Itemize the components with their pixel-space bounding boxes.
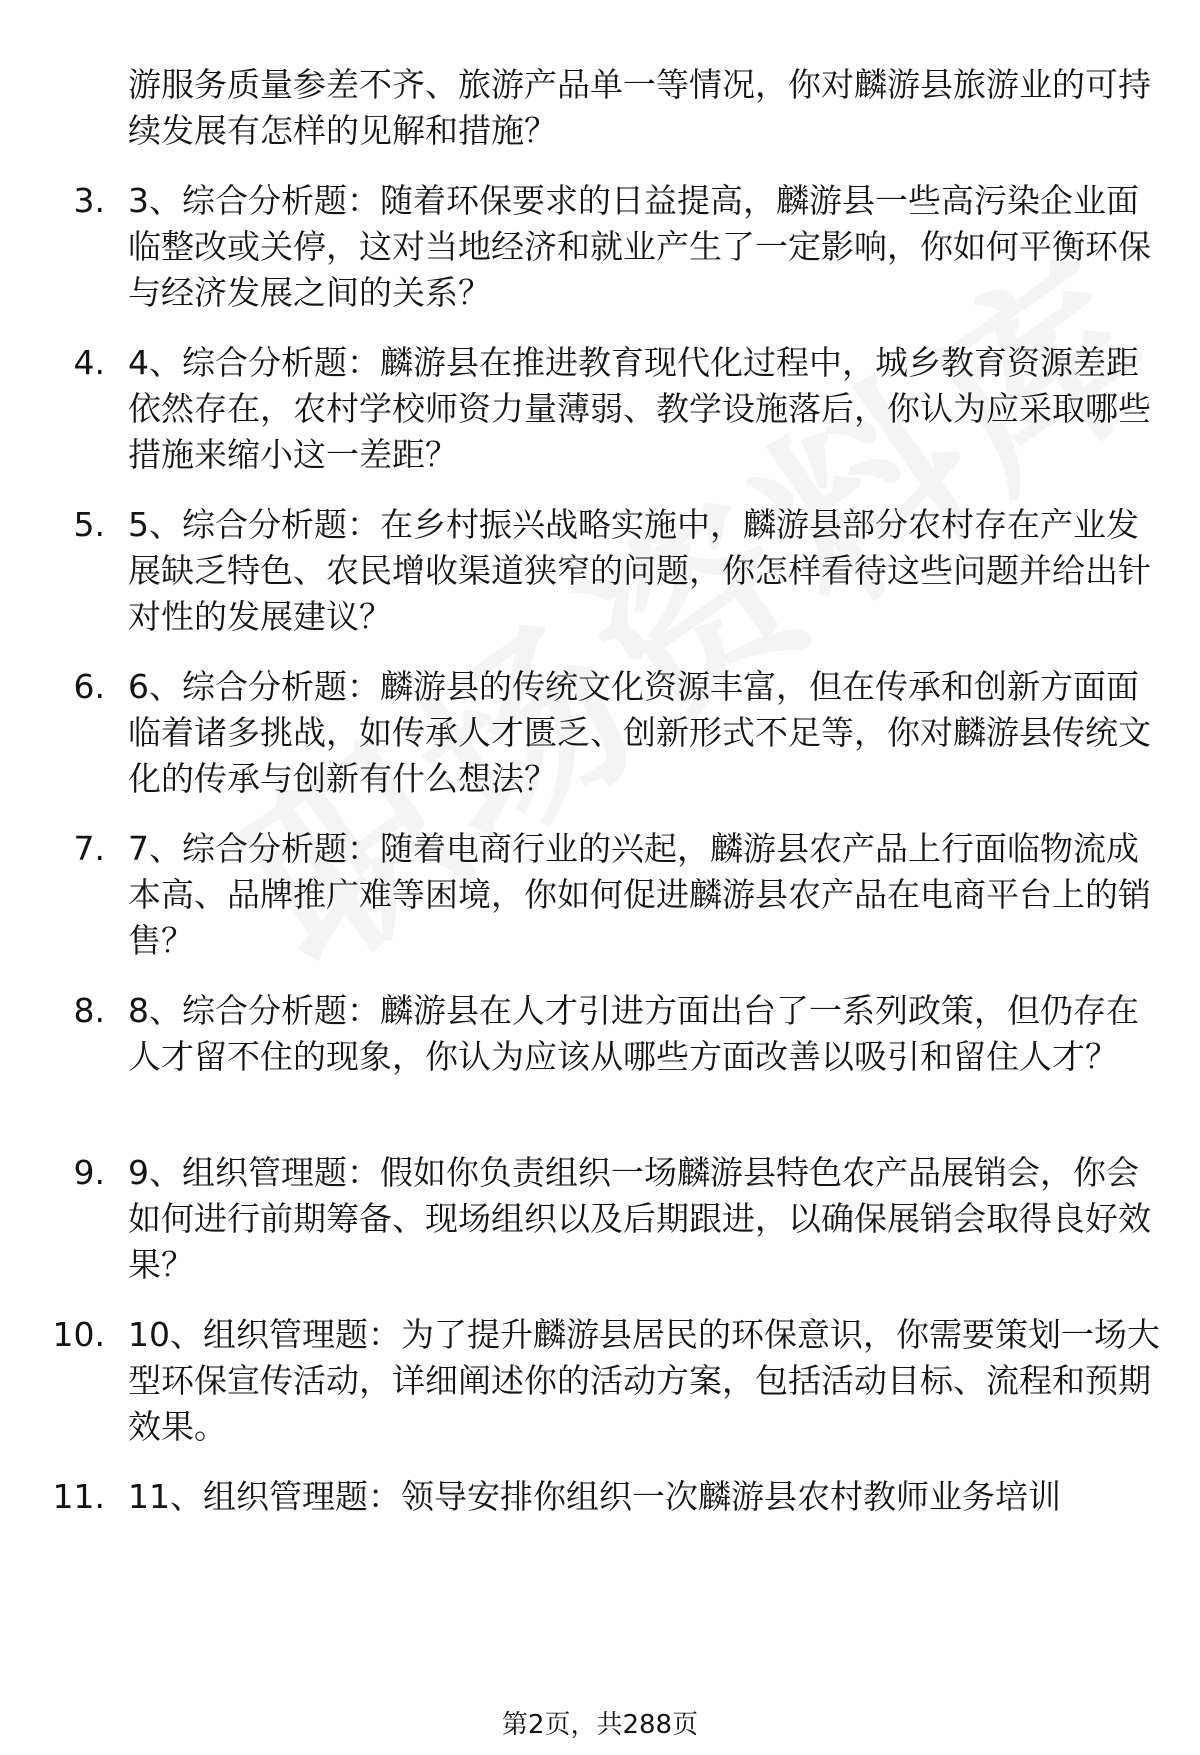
list-item-number: 7. <box>73 829 105 868</box>
list-item-number: 11. <box>52 1477 105 1516</box>
list-item-number: 8. <box>73 991 105 1030</box>
list-item-number: 4. <box>73 343 105 382</box>
list-item-text: 5、综合分析题：在乡村振兴战略实施中，麟游县部分农村存在产业发展缺乏特色、农民增收渠道狭窄的问题，你怎样看待这些问题并给出针对性的发展建议？ <box>128 505 1151 636</box>
list-item-number: 10. <box>52 1315 105 1354</box>
list-item-text: 6、综合分析题：麟游县的传统文化资源丰富，但在传承和创新方面面临着诸多挑战，如传承人才匮乏、创新形式不足等，你对麟游县传统文化的传承与创新有什么想法？ <box>128 667 1151 798</box>
list-item-text: 9、组织管理题：假如你负责组织一场麟游县特色农产品展销会，你会如何进行前期筹备、现场组织以及后期跟进，以确保展销会取得良好效果？ <box>128 1153 1151 1284</box>
list-item-number: 6. <box>73 667 105 706</box>
list-item-number: 5. <box>73 505 105 544</box>
list-item-text: 7、综合分析题：随着电商行业的兴起，麟游县农产品上行面临物流成本高、品牌推广难等困境，你如何促进麟游县农产品在电商平台上的销售？ <box>128 829 1151 960</box>
list-item-text: 10、组织管理题：为了提升麟游县居民的环保意识，你需要策划一场大型环保宣传活动，详细阐述你的活动方案，包括活动目标、流程和预期效果。 <box>128 1315 1160 1446</box>
list-item-text: 4、综合分析题：麟游县在推进教育现代化过程中，城乡教育资源差距依然存在，农村学校师资力量薄弱、教学设施落后，你认为应采取哪些措施来缩小这一差距？ <box>128 343 1151 474</box>
list-item-text: 11、组织管理题：领导安排你组织一次麟游县农村教师业务培训 <box>128 1477 1061 1516</box>
page-footer: 第2页，共288页 <box>501 1710 699 1740</box>
list-item-text: 3、综合分析题：随着环保要求的日益提高，麟游县一些高污染企业面临整改或关停，这对当地经济和就业产生了一定影响，你如何平衡环保与经济发展之间的关系？ <box>128 181 1151 312</box>
intro-fragment: 游服务质量参差不齐、旅游产品单一等情况，你对麟游县旅游业的可持续发展有怎样的见解和措施？ <box>128 65 1151 150</box>
list-item-number: 9. <box>73 1153 105 1192</box>
list-item-text: 8、综合分析题：麟游县在人才引进方面出台了一系列政策，但仍存在人才留不住的现象，你认为应该从哪些方面改善以吸引和留住人才？ <box>128 991 1139 1076</box>
list-item-number: 3. <box>73 181 105 220</box>
